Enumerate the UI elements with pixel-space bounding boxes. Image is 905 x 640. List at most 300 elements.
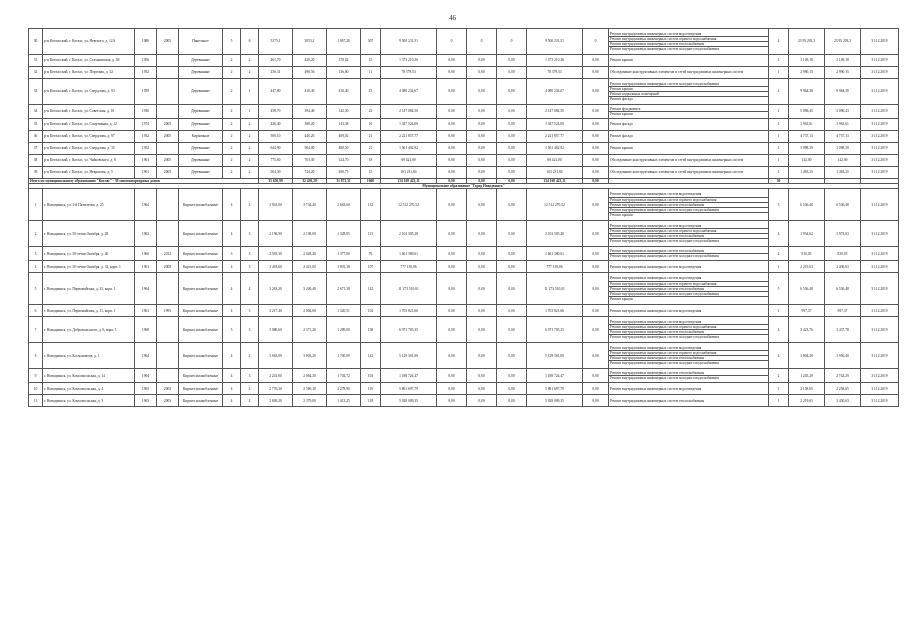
- cell-area-total: 447,80: [259, 79, 293, 105]
- cell-cost-other: 0,00: [583, 143, 609, 155]
- cell-residents: 138: [361, 317, 381, 343]
- cell-year-overhaul: 2005: [157, 155, 179, 167]
- cell-works: [609, 67, 769, 79]
- cell-row-number: 35: [29, 119, 43, 131]
- cell-cost-regional: 0,00: [467, 395, 497, 407]
- cell-unit-cost-limit: 9 964,38: [825, 79, 861, 105]
- cell-area-total: 2 849,20: [259, 395, 293, 407]
- cell-cost-regional: 0,00: [467, 105, 497, 119]
- cell-cost-regional: 0,00: [467, 167, 497, 179]
- cell-year-overhaul: 2009: [157, 261, 179, 273]
- work-item: Ремонт внутридомовых инженерных систем водоотведения: [610, 264, 702, 269]
- cell-wall-material: Кирпич шлакоблочные: [179, 221, 223, 247]
- cell-area-living: 2 379,00: [293, 395, 327, 407]
- cell-works-count: 1: [769, 383, 789, 395]
- cell-area-living: 3 240,40: [293, 273, 327, 305]
- cell-residents: 11: [361, 67, 381, 79]
- work-item: Ремонт внутридомовых инженерных систем водоотведения: [609, 224, 768, 229]
- cell-entrances: 3: [241, 247, 259, 261]
- cell-cost-regional: 0,00: [467, 155, 497, 167]
- cell-cost-other: 0,00: [583, 189, 609, 221]
- cell-cost-federal: 0,00: [437, 79, 467, 105]
- cell-row-number: 4: [29, 261, 43, 273]
- cell-area-living: 3 734,40: [293, 189, 327, 221]
- work-item: Ремонт внутридомовых инженерных систем водоотведения: [609, 32, 768, 37]
- cell-cost-total: 12 512 270,52: [381, 189, 437, 221]
- cell-cost-other: 0,00: [583, 247, 609, 261]
- cell-cost-local: 0,00: [497, 131, 527, 143]
- cell-cost-local: 0,00: [497, 273, 527, 305]
- cell-area-residential: 1 289,00: [327, 317, 361, 343]
- cell-deadline: 31.12.2019: [861, 343, 899, 369]
- cell-cost-regional: 0,00: [467, 189, 497, 221]
- capital-repair-table: [28, 28, 899, 407]
- cell-unit-cost-limit: 6 536,48: [825, 273, 861, 305]
- cell-floors: 5: [223, 317, 241, 343]
- cell-row-number: 37: [29, 143, 43, 155]
- work-item: Ремонт внутридомовых инженерных систем холодного водоснабжения: [609, 208, 768, 213]
- table-row: [29, 343, 899, 369]
- work-item: Ремонт внутридомовых инженерных систем холодного водоснабжения: [610, 376, 719, 381]
- cell-area-living: 2 004,00: [293, 305, 327, 317]
- work-item: Обследование конструктивных элементов и сетей внутридомовых инженерных систем: [610, 170, 744, 175]
- cell-floors: 2: [223, 155, 241, 167]
- cell-address: г. Новодвинск, ул. Первомайская, д. 31, корп. 1: [43, 305, 135, 317]
- table-row: [29, 29, 899, 55]
- work-item: Обследование конструктивных элементов и сетей внутридомовых инженерных систем: [610, 158, 744, 163]
- cell-area-living: 498,56: [293, 67, 327, 79]
- table-row: [29, 189, 899, 221]
- cell-year-built: 1968: [135, 317, 157, 343]
- work-item: Ремонт внутридомовых инженерных систем холодного водоснабжения: [610, 254, 719, 259]
- work-item: Ремонт внутридомовых инженерных систем теплоснабжения: [609, 42, 768, 47]
- cell-works: [609, 261, 769, 273]
- cell-unit-cost-limit: 3 149,18: [825, 55, 861, 67]
- cell-works-count: 1: [769, 143, 789, 155]
- cell-unit-cost-limit: 3 437,78: [825, 317, 861, 343]
- cell-deadline: 31.12.2019: [861, 317, 899, 343]
- cell-unit-cost-limit: 1 463,25: [825, 167, 861, 179]
- work-item: Ремонт внутридомовых инженерных систем водоотведения: [609, 276, 768, 281]
- cell-unit-cost: 23 95 293,3: [789, 29, 825, 55]
- cell-unit-cost: 9 964,38: [789, 79, 825, 105]
- cell-cost-other: 0,00: [583, 273, 609, 305]
- cell-residents: 15: [361, 167, 381, 179]
- cell-entrances: 4: [241, 273, 259, 305]
- cell-area-total: 5375,1: [259, 29, 293, 55]
- cell-area-living: 2 064,30: [293, 369, 327, 383]
- cell-year-overhaul: [157, 317, 179, 343]
- cell-cost-local: 0,00: [497, 119, 527, 131]
- cell-address: г. Новодвинск, ул. 50-летия Октября, д. 28: [43, 221, 135, 247]
- cell-deadline: 31.12.2019: [861, 67, 899, 79]
- cell-area-total: 3 063,00: [259, 343, 293, 369]
- cell-unit-cost-limit: 2 430,63: [825, 395, 861, 407]
- cell-deadline: 31.12.2019: [861, 247, 899, 261]
- cell-wall-material: Деревянные: [179, 167, 223, 179]
- table-body-novodvinsk: [29, 189, 899, 407]
- cell-entrances: 2: [241, 67, 259, 79]
- cell-cost-local: 0,00: [497, 67, 527, 79]
- cell-wall-material: Деревянные: [179, 119, 223, 131]
- cell-area-residential: 1 413,25: [327, 395, 361, 407]
- cell-cost-federal: 0,00: [437, 67, 467, 79]
- cell-year-built: 1961: [135, 305, 157, 317]
- cell-unit-cost-limit: 3 963,61: [825, 119, 861, 131]
- cell-works: [609, 343, 769, 369]
- cell-unit-cost-limit: 3 974,63: [825, 221, 861, 247]
- cell-residents: 119: [361, 383, 381, 395]
- cell-cost-federal: 0,00: [437, 395, 467, 407]
- cell-cost-total: 2 102 305,28: [381, 221, 437, 247]
- cell-works: [609, 273, 769, 305]
- cell-works-count: 1: [769, 155, 789, 167]
- cell-cost-federal: 0,00: [437, 343, 467, 369]
- cell-cost-federal: 0,00: [437, 369, 467, 383]
- cell-cost-owners: 2 147 084,50: [527, 105, 583, 119]
- cell-cost-owners: 69 421,00: [527, 155, 583, 167]
- cell-year-built: 1961: [135, 261, 157, 273]
- cell-address: р-н Котласский, г. Котлас, ул. Советская, д. 10: [43, 105, 135, 119]
- cell-area-residential: 1 320,51: [327, 305, 361, 317]
- cell-year-built: 1980: [135, 29, 157, 55]
- cell-wall-material: Кирпич шлакоблочные: [179, 395, 223, 407]
- cell-cost-total: 103 231,84: [381, 167, 437, 179]
- cell-wall-material: Деревянные: [179, 105, 223, 119]
- work-item: Ремонт внутридомовых инженерных систем горячего водоснабжения: [609, 37, 768, 42]
- cell-year-overhaul: [157, 221, 179, 247]
- work-item: Ремонт фасада: [610, 134, 633, 139]
- cell-area-living: 2 108,00: [293, 221, 327, 247]
- cell-floors: 4: [223, 221, 241, 247]
- cell-works: [609, 131, 769, 143]
- cell-year-overhaul: [157, 343, 179, 369]
- work-item: Обследование конструктивных элементов и сетей внутридомовых инженерных систем: [610, 70, 744, 75]
- cell-wall-material: Кирпич шлакоблочные: [179, 317, 223, 343]
- cell-cost-regional: 0,00: [467, 79, 497, 105]
- cell-works: [609, 395, 769, 407]
- cell-unit-cost-limit: 2 742,29: [825, 369, 861, 383]
- cell-residents: 132: [361, 189, 381, 221]
- cell-year-overhaul: 2005: [157, 131, 179, 143]
- cell-year-overhaul: [157, 369, 179, 383]
- cell-address: г. Новодвинск, ул. 50-летия Октября, д. 40: [43, 247, 135, 261]
- cell-deadline: 31.12.2019: [861, 119, 899, 131]
- total-c3: 0,00: [467, 179, 497, 184]
- table-row: [29, 317, 899, 343]
- cell-area-living: 3 003,20: [293, 343, 327, 369]
- cell-unit-cost: 997,37: [789, 305, 825, 317]
- cell-year-overhaul: 2005: [157, 29, 179, 55]
- cell-cost-federal: 0,00: [437, 131, 467, 143]
- cell-area-residential: 1 867,28: [327, 29, 361, 55]
- cell-address: г. Новодвинск, ул. Добровольского, д. 6, корп. 1: [43, 317, 135, 343]
- cell-address: г. Новодвинск, ул. Комсомольская, д. 14: [43, 369, 135, 383]
- cell-year-overhaul: 2005: [157, 119, 179, 131]
- cell-residents: 22: [361, 105, 381, 119]
- cell-cost-total: 5 928 009,35: [381, 395, 437, 407]
- cell-row-number: 33: [29, 79, 43, 105]
- cell-address: р-н Котласский, г. Котлас, ул. Чайковского, д. 8: [43, 155, 135, 167]
- cell-year-overhaul: 2003: [157, 383, 179, 395]
- cell-cost-other: 0,00: [583, 395, 609, 407]
- cell-cost-total: 11 273 510,01: [381, 273, 437, 305]
- cell-area-residential: 2 663,60: [327, 189, 361, 221]
- table-row: [29, 261, 899, 273]
- cell-works: [609, 55, 769, 67]
- cell-area-total: 3 080,60: [259, 317, 293, 343]
- work-item: Ремонт внутридомовых инженерных систем холодного водоснабжения: [610, 335, 719, 340]
- section-title: Муниципальное образование "Город Новодвинск": [29, 184, 899, 189]
- cell-unit-cost: 3 098,39: [789, 143, 825, 155]
- cell-floors: 2: [223, 67, 241, 79]
- cell-address: р-н Котласский, г. Котлас, ул. Стахановская, д. 38: [43, 55, 135, 67]
- cell-unit-cost-limit: 6 536,48: [825, 189, 861, 221]
- cell-unit-cost: 2 158,65: [789, 383, 825, 395]
- cell-entrances: 3: [241, 317, 259, 343]
- cell-works-count: 4: [769, 317, 789, 343]
- cell-area-residential: 1 801,18: [327, 261, 361, 273]
- cell-residents: 15: [361, 79, 381, 105]
- cell-year-built: 1952: [135, 143, 157, 155]
- cell-row-number: 32: [29, 67, 43, 79]
- cell-area-total: 426,40: [259, 119, 293, 131]
- table-row: [29, 167, 899, 179]
- total-c6: 0,00: [583, 179, 609, 184]
- cell-unit-cost-limit: 2 258,65: [825, 383, 861, 395]
- work-item: Ремонт внутридомовых инженерных систем водоотведения: [609, 320, 768, 325]
- cell-area-living: 2 371,20: [293, 317, 327, 343]
- cell-area-residential: 143,38: [327, 119, 361, 131]
- cell-row-number: 38: [29, 155, 43, 167]
- cell-year-built: 1956: [135, 55, 157, 67]
- cell-works: [609, 143, 769, 155]
- work-item: Ремонт внутридомовых инженерных систем теплоснабжения: [609, 249, 768, 254]
- cell-year-built: 1960: [135, 247, 157, 261]
- cell-cost-local: 0,00: [497, 143, 527, 155]
- cell-unit-cost-limit: 23 95 293,2: [825, 29, 861, 55]
- cell-unit-cost: 4 737,13: [789, 131, 825, 143]
- cell-area-total: 458,70: [259, 105, 293, 119]
- cell-cost-local: 0,00: [497, 155, 527, 167]
- cell-wall-material: Деревянные: [179, 143, 223, 155]
- cell-address: г. Новодвинск, ул. Комсомольская, д. 3: [43, 395, 135, 407]
- cell-cost-regional: 0,00: [467, 343, 497, 369]
- cell-cost-other: 0,00: [583, 79, 609, 105]
- cell-floors: 2: [223, 105, 241, 119]
- total-c4: 0,00: [497, 179, 527, 184]
- cell-year-overhaul: [157, 105, 179, 119]
- total-c8: 36: [769, 179, 789, 184]
- cell-unit-cost-limit: 2 430,63: [825, 261, 861, 273]
- cell-unit-cost-limit: 4 737,13: [825, 131, 861, 143]
- cell-works-count: 5: [769, 189, 789, 221]
- cell-residents: 118: [361, 395, 381, 407]
- cell-row-number: 11: [29, 395, 43, 407]
- cell-deadline: 31.12.2019: [861, 143, 899, 155]
- cell-wall-material: Кирпич шлакоблочные: [179, 261, 223, 273]
- cell-entrances: 2: [241, 55, 259, 67]
- cell-cost-total: 2 221 857,77: [381, 131, 437, 143]
- cell-wall-material: Кирпич шлакоблочные: [179, 273, 223, 305]
- cell-entrances: 4: [241, 395, 259, 407]
- cell-cost-owners: 1 561 402,92: [527, 143, 583, 155]
- cell-unit-cost: 3 804,49: [789, 343, 825, 369]
- cell-works-count: 2: [769, 247, 789, 261]
- cell-floors: 4: [223, 261, 241, 273]
- cell-works-count: 1: [769, 305, 789, 317]
- cell-area-residential: 469,02: [327, 131, 361, 143]
- cell-unit-cost: 3 963,61: [789, 119, 825, 131]
- cell-unit-cost-limit: 3 956,40: [825, 343, 861, 369]
- work-item: Ремонт внутридомовых инженерных систем теплоснабжения: [609, 371, 768, 376]
- cell-entrances: 6: [241, 29, 259, 55]
- cell-works: [609, 155, 769, 167]
- cell-cost-federal: 0,00: [437, 247, 467, 261]
- cell-year-built: 1959: [135, 79, 157, 105]
- work-item: Ремонт крыши: [610, 58, 633, 63]
- table-total: [29, 179, 899, 189]
- total-c2: 0,00: [437, 179, 467, 184]
- work-item: Ремонт крыши: [610, 112, 633, 116]
- cell-cost-owners: 1 347 524,00: [527, 119, 583, 131]
- cell-cost-regional: 0,00: [467, 261, 497, 273]
- total-area-total: 35 650,99: [259, 179, 293, 184]
- table-row: [29, 221, 899, 247]
- cell-cost-owners: 6 971 705,35: [527, 317, 583, 343]
- cell-year-built: 1961: [135, 167, 157, 179]
- cell-cost-local: 0,00: [497, 167, 527, 179]
- total-label: Итого по муниципальному образованию "Котлас" - 39 многоквартирных домов: [29, 179, 259, 184]
- cell-deadline: 31.12.2019: [861, 105, 899, 119]
- table-row: [29, 395, 899, 407]
- cell-unit-cost: 2 219,63: [789, 395, 825, 407]
- cell-cost-total: 9 500 231,51: [381, 29, 437, 55]
- table-row: [29, 131, 899, 143]
- cell-cost-regional: 0,00: [467, 317, 497, 343]
- cell-cost-federal: 0,00: [437, 383, 467, 395]
- cell-unit-cost: 810,05: [789, 247, 825, 261]
- cell-area-residential: 1 740,00: [327, 343, 361, 369]
- cell-cost-total: 1 188 724,47: [381, 369, 437, 383]
- cell-deadline: 31.12.2019: [861, 167, 899, 179]
- table-row: [29, 155, 899, 167]
- cell-area-residential: 1 328,05: [327, 221, 361, 247]
- cell-unit-cost: 3 423,76: [789, 317, 825, 343]
- cell-year-overhaul: [157, 79, 179, 105]
- cell-floors: 4: [223, 395, 241, 407]
- cell-deadline: 31.12.2019: [861, 131, 899, 143]
- table-row: [29, 55, 899, 67]
- cell-entrances: 3: [241, 221, 259, 247]
- work-item: Ремонт крыши: [609, 87, 768, 92]
- cell-wall-material: Кирпичные: [179, 131, 223, 143]
- cell-area-total: 256,31: [259, 67, 293, 79]
- work-item: Ремонт крыши: [610, 296, 633, 301]
- cell-wall-material: Деревянные: [179, 155, 223, 167]
- cell-residents: 107: [361, 261, 381, 273]
- cell-cost-federal: 0,00: [437, 221, 467, 247]
- cell-works-count: 4: [769, 343, 789, 369]
- cell-works-count: 4: [769, 221, 789, 247]
- table-row: [29, 305, 899, 317]
- cell-area-living: 703,30: [293, 155, 327, 167]
- cell-address: г. Новодвинск, ул. 50-летия Октября, д. 32, корп. 1: [43, 261, 135, 273]
- cell-deadline: 31.12.2019: [861, 383, 899, 395]
- cell-year-built: 1961: [135, 155, 157, 167]
- cell-cost-local: 0,00: [497, 305, 527, 317]
- cell-cost-federal: 0,00: [437, 273, 467, 305]
- cell-area-living: 394,40: [293, 105, 327, 119]
- cell-cost-total: 6 971 705,35: [381, 317, 437, 343]
- cell-works: [609, 29, 769, 55]
- cell-unit-cost-limit: 3 098,39: [825, 143, 861, 155]
- work-item: Ремонт внутридомовых инженерных систем водоотведения: [610, 308, 702, 313]
- cell-year-built: 1964: [135, 273, 157, 305]
- table-row: [29, 143, 899, 155]
- cell-cost-owners: 103 231,84: [527, 167, 583, 179]
- cell-works: [609, 79, 769, 105]
- table-row: [29, 383, 899, 395]
- cell-cost-total: 4 080 234,67: [381, 79, 437, 105]
- cell-cost-owners: 1 661 380,61: [527, 247, 583, 261]
- cell-works: [609, 247, 769, 261]
- cell-unit-cost-limit: 142,00: [825, 155, 861, 167]
- cell-works-count: 5: [769, 273, 789, 305]
- cell-area-total: 500,10: [259, 131, 293, 143]
- cell-cost-other: 0,00: [583, 317, 609, 343]
- cell-residents: 307: [361, 29, 381, 55]
- cell-year-built: 1974: [135, 119, 157, 131]
- cell-area-living: 2 569,10: [293, 383, 327, 395]
- cell-unit-cost: 2 990,15: [789, 67, 825, 79]
- cell-address: г. Новодвинск, ул. 3-й Пятилетки, д. 25: [43, 189, 135, 221]
- cell-cost-other: 0,00: [583, 55, 609, 67]
- cell-cost-total: 5 129 301,00: [381, 343, 437, 369]
- cell-year-built: 1964: [135, 189, 157, 221]
- cell-unit-cost: 142,00: [789, 155, 825, 167]
- cell-cost-federal: 0,00: [437, 143, 467, 155]
- cell-row-number: 30: [29, 29, 43, 55]
- cell-works-count: 1: [769, 167, 789, 179]
- work-item: Ремонт внутридомовых инженерных систем горячего водоснабжения: [609, 229, 768, 234]
- cell-entrances: 1: [241, 105, 259, 119]
- cell-floors: 2: [223, 131, 241, 143]
- cell-cost-other: 0,00: [583, 343, 609, 369]
- work-item: Ремонт внутридомовых инженерных систем теплоснабжения: [609, 203, 768, 208]
- cell-cost-local: 0,00: [497, 221, 527, 247]
- cell-area-living: 2 421,00: [293, 261, 327, 273]
- cell-works: [609, 105, 769, 119]
- cell-area-living: 2 028,40: [293, 247, 327, 261]
- cell-wall-material: Кирпич шлакоблочные: [179, 305, 223, 317]
- cell-year-built: 1963: [135, 383, 157, 395]
- cell-address: р-н Котласский, г. Котлас, ул. Портовая, д. 32: [43, 67, 135, 79]
- work-item: Ремонт внутридомовых инженерных систем горячего водоснабжения: [609, 198, 768, 203]
- cell-floors: 2: [223, 55, 241, 67]
- cell-area-residential: 2 671,30: [327, 273, 361, 305]
- cell-cost-owners: 2 221 857,77: [527, 131, 583, 143]
- cell-area-total: 504,30: [259, 167, 293, 179]
- cell-deadline: 31.12.2019: [861, 79, 899, 105]
- cell-cost-local: 0,00: [497, 395, 527, 407]
- cell-unit-cost-limit: 5 096,43: [825, 105, 861, 119]
- cell-deadline: 31.12.2019: [861, 155, 899, 167]
- cell-cost-owners: 9 500 231,51: [527, 29, 583, 55]
- cell-cost-other: 0,00: [583, 155, 609, 167]
- cell-row-number: 31: [29, 55, 43, 67]
- cell-cost-owners: 777 139,06: [527, 261, 583, 273]
